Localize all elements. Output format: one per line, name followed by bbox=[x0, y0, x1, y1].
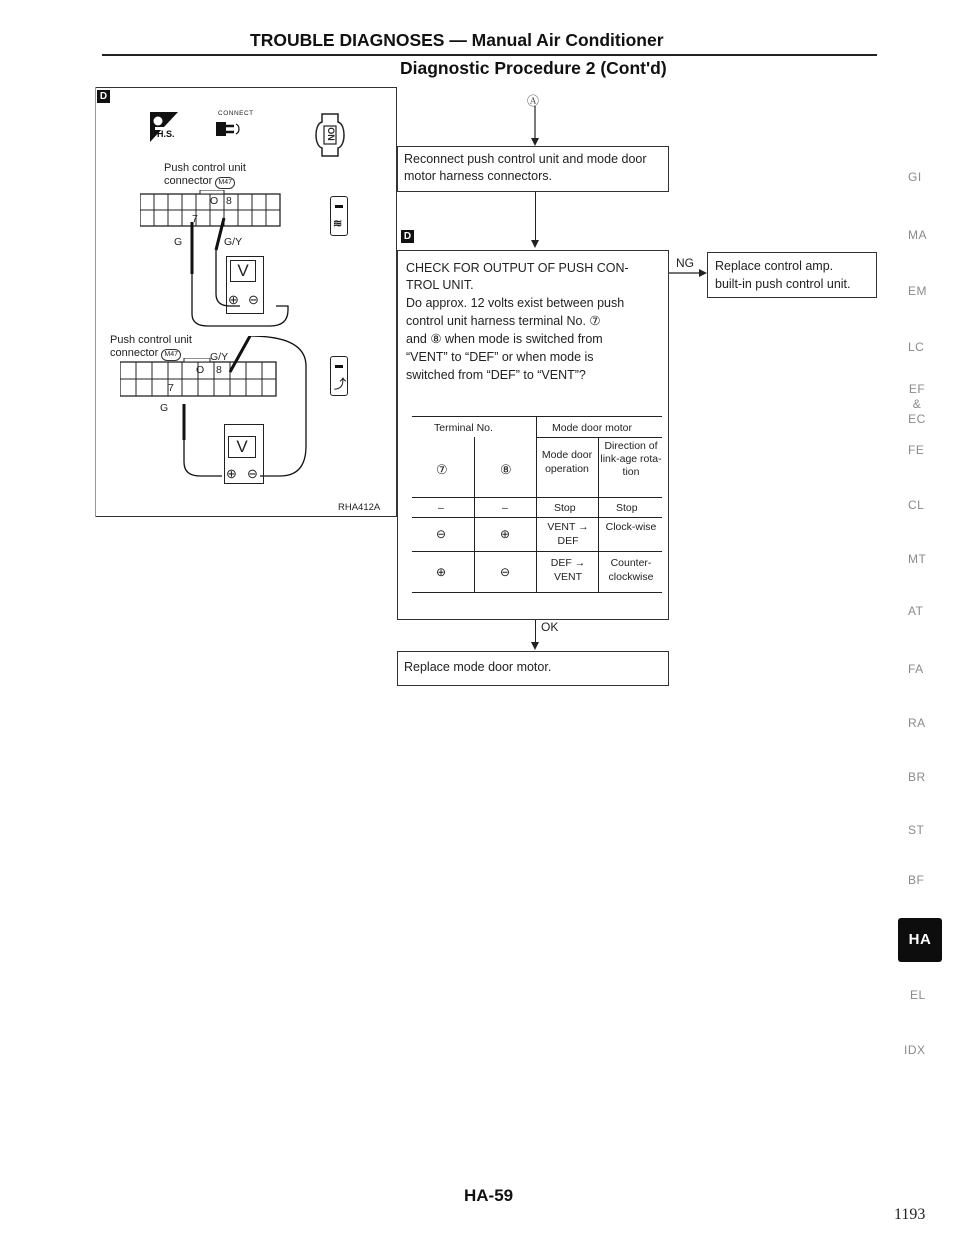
side-tab-el[interactable]: EL bbox=[910, 988, 926, 1002]
side-tab-ra[interactable]: RA bbox=[908, 716, 926, 730]
table-hrule-bottom bbox=[412, 592, 662, 593]
table-row1-dir: Stop bbox=[616, 502, 638, 514]
table-header-motor: Mode door motor bbox=[552, 422, 632, 434]
table-row2-t7: ⊖ bbox=[436, 527, 447, 541]
side-tab-br[interactable]: BR bbox=[908, 770, 926, 784]
table-hrule-4 bbox=[412, 551, 662, 552]
table-row2-dir: Clock-wise bbox=[605, 521, 657, 533]
side-tab-gi[interactable]: GI bbox=[908, 170, 922, 184]
connector1-pin-o: O bbox=[210, 195, 219, 207]
terminal-table-top-rule bbox=[412, 416, 662, 417]
ng-arrow bbox=[669, 268, 709, 278]
side-tab-mt[interactable]: MT bbox=[908, 552, 927, 566]
flow-arrow-1 bbox=[530, 106, 540, 146]
connector1-word: connector bbox=[164, 175, 213, 187]
connector1-label-line1: Push control unit bbox=[164, 162, 246, 174]
side-tab-idx[interactable]: IDX bbox=[904, 1043, 926, 1057]
ng-label: NG bbox=[676, 256, 694, 270]
connect-label: CONNECT bbox=[218, 110, 254, 117]
connector1-pin-7: 7 bbox=[192, 213, 198, 225]
voltmeter2 bbox=[224, 424, 264, 484]
connector1-wire-g: G bbox=[174, 236, 183, 248]
voltmeter1-pos-terminal: ⊕ bbox=[228, 292, 239, 307]
table-row1-op: Stop bbox=[554, 502, 576, 514]
connector1-pin-8: 8 bbox=[226, 195, 232, 207]
table-header-terminal: Terminal No. bbox=[434, 422, 493, 434]
table-hrule-2 bbox=[412, 497, 662, 498]
on-label: ON bbox=[325, 127, 336, 141]
def-switch-icon: ≋ bbox=[330, 196, 348, 236]
connector2-pin-8: 8 bbox=[216, 364, 222, 376]
flow-arrow-2 bbox=[530, 238, 540, 250]
connector1-label-line2 bbox=[164, 175, 235, 189]
table-row3-t8: ⊖ bbox=[500, 565, 511, 579]
connector2-pin-o: O bbox=[196, 364, 205, 376]
table-vdiv-main bbox=[536, 416, 537, 592]
side-tab-cl[interactable]: CL bbox=[908, 498, 925, 512]
side-tab-ha-active[interactable]: HA bbox=[898, 918, 942, 962]
ng-action-line2: built-in push control unit. bbox=[715, 277, 851, 291]
side-tab-ef-ec[interactable]: EF & EC bbox=[908, 382, 926, 426]
step-reconnect-text: Reconnect push control unit and mode door motor harness connectors. bbox=[404, 152, 647, 183]
side-tab-fe[interactable]: FE bbox=[908, 443, 925, 457]
table-row3-dir: Counter-clockwise bbox=[608, 557, 654, 583]
final-action-box bbox=[397, 651, 669, 686]
table-row3-t7: ⊕ bbox=[436, 565, 447, 579]
table-vdiv-terminal bbox=[474, 437, 475, 592]
final-action-text: Replace mode door motor. bbox=[404, 660, 552, 674]
connector2-wire-gy: G/Y bbox=[210, 351, 229, 363]
connector2-word: connector bbox=[110, 347, 159, 359]
page-subtitle: Diagnostic Procedure 2 (Cont'd) bbox=[400, 58, 667, 78]
vent-switch-icon: ⤴ bbox=[330, 356, 348, 396]
section-d-marker-2: D bbox=[401, 230, 414, 243]
voltmeter2-display: V bbox=[228, 436, 256, 458]
connector2-pin-7: 7 bbox=[168, 382, 174, 394]
check-body-line2: control unit harness terminal No. ⑦ bbox=[406, 314, 601, 328]
table-hrule-1 bbox=[536, 437, 662, 438]
check-body-line5: switched from “DEF” to “VENT”? bbox=[406, 368, 586, 382]
table-col-direction: Direction of link-age rota-tion bbox=[600, 440, 662, 478]
table-row2-t8: ⊕ bbox=[500, 527, 511, 541]
voltmeter2-pos-terminal: ⊕ bbox=[226, 466, 237, 481]
page-number: 1193 bbox=[894, 1206, 926, 1223]
side-tab-bf[interactable]: BF bbox=[908, 873, 925, 887]
table-col-mode-op: Mode door operation bbox=[541, 449, 593, 475]
check-body-line3: and ⑧ when mode is switched from bbox=[406, 332, 603, 346]
table-row1-t8: – bbox=[502, 502, 508, 514]
table-row2-op: VENT → DEF bbox=[547, 521, 589, 547]
side-tab-at[interactable]: AT bbox=[908, 604, 924, 618]
voltmeter1-display: V bbox=[230, 260, 256, 282]
check-title-line2: TROL UNIT. bbox=[406, 278, 474, 292]
side-tab-em[interactable]: EM bbox=[908, 284, 927, 298]
table-row3-op: DEF → VENT bbox=[550, 557, 586, 583]
side-tab-ma[interactable]: MA bbox=[908, 228, 927, 242]
ng-action-line1: Replace control amp. bbox=[715, 259, 834, 273]
connector2-wire-g: G bbox=[160, 402, 169, 414]
connector-a-marker: Ⓐ bbox=[527, 94, 540, 108]
ok-label: OK bbox=[541, 620, 559, 634]
voltmeter1 bbox=[226, 256, 264, 314]
voltmeter1-neg-terminal: ⊖ bbox=[248, 292, 259, 307]
side-tab-fa[interactable]: FA bbox=[908, 662, 924, 676]
check-title-line1: CHECK FOR OUTPUT OF PUSH CON- bbox=[406, 261, 629, 275]
connector2-code-badge: M47 bbox=[161, 349, 181, 361]
table-vdiv-motor bbox=[598, 437, 599, 592]
header-rule bbox=[102, 54, 877, 56]
hs-label: H.S. bbox=[157, 129, 175, 139]
figure-code: RHA412A bbox=[338, 502, 381, 513]
connect-plug-icon bbox=[212, 118, 242, 145]
voltmeter2-neg-terminal: ⊖ bbox=[247, 466, 258, 481]
flow-line-2 bbox=[535, 192, 536, 242]
page-title: TROUBLE DIAGNOSES — Manual Air Conditioner bbox=[250, 30, 664, 50]
connector2-label-line1: Push control unit bbox=[110, 334, 192, 346]
table-row1-t7: – bbox=[438, 502, 444, 514]
diagram-frame-left-stub bbox=[95, 87, 96, 517]
connector1-code-badge: M47 bbox=[215, 177, 235, 189]
section-d-marker: D bbox=[97, 90, 110, 103]
side-tab-lc[interactable]: LC bbox=[908, 340, 925, 354]
ignition-hs-icon bbox=[150, 112, 178, 142]
check-body-line1: Do approx. 12 volts exist between push bbox=[406, 296, 625, 310]
table-hrule-3 bbox=[412, 517, 662, 518]
key-on-icon bbox=[312, 112, 348, 163]
table-col-7: ⑦ bbox=[436, 462, 448, 477]
step-reconnect-box bbox=[397, 146, 669, 192]
side-tab-st[interactable]: ST bbox=[908, 823, 925, 837]
table-col-8: ⑧ bbox=[500, 462, 512, 477]
connector1-wire-gy: G/Y bbox=[224, 236, 243, 248]
check-body-line4: “VENT” to “DEF” or when mode is bbox=[406, 350, 594, 364]
page-label: HA-59 bbox=[464, 1186, 514, 1205]
